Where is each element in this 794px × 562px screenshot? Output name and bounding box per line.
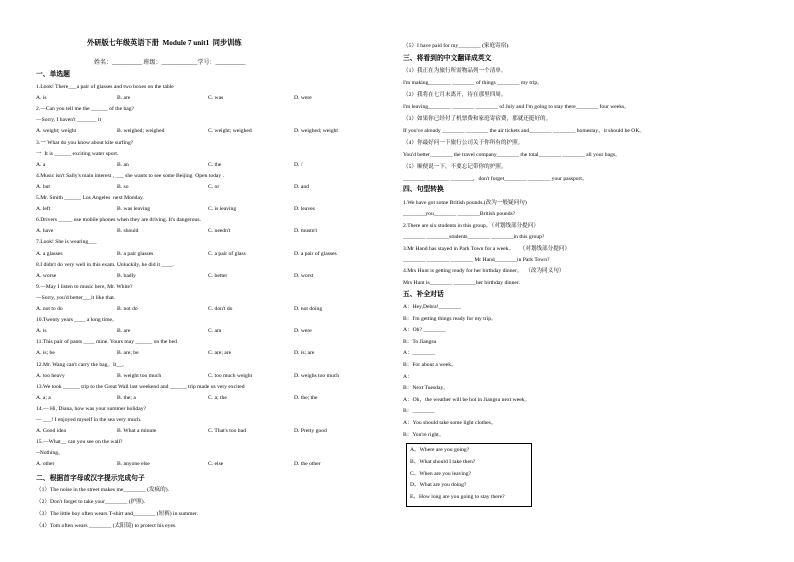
transform-line-6: ________ ________ ________ Mr Hand________in Park Town? (403, 257, 550, 263)
option-6-c[interactable]: C. needn't (208, 228, 231, 235)
dialogue-line-6: B：For about a week。 (403, 362, 457, 368)
box-option-c: C、When are you leaving? (410, 470, 472, 477)
option-14-d[interactable]: D. Pretty good (294, 428, 327, 435)
dialogue-line-11: A：You should take some light clothes。 (403, 420, 497, 426)
translation-3-chinese: （3）如果你已经付了机票费和家庭寄宿费，那就还挺好的。 (403, 116, 552, 122)
option-13-c[interactable]: C. a; the (208, 394, 227, 401)
section-5-heading: 五、补全对话 (403, 291, 444, 298)
dialogue-line-3: A：Oh? ________ (403, 327, 446, 334)
option-12-d[interactable]: D. weighs too much (294, 372, 340, 379)
translation-5-chinese: （5）顺便说一下，不要忘记带你的护照。 (403, 164, 507, 170)
option-11-a[interactable]: A. is; be (36, 350, 55, 357)
question-14-text: 14.— Hi, Diana, how was your summer holiday? (36, 405, 146, 412)
option-15-b[interactable]: B. anyone else (117, 461, 150, 468)
translation-2-chinese: （2）我将在七月末离开，待在那里四周。 (403, 92, 507, 98)
option-3-b[interactable]: B. an (117, 161, 129, 168)
option-4-b[interactable]: B. so (117, 183, 129, 190)
question-2-text: 2.—Can you tell me the ______ of the bag? (36, 106, 135, 113)
transform-line-2: ________you________ ________British pounds? (403, 211, 516, 218)
option-1-d[interactable]: D. were (294, 95, 312, 102)
question-9-text: 9.—May I listen to music here, Mr. White? (36, 283, 133, 290)
transform-line-5: 3.Mr Hand has stayed in Park Town for a week。 （对划线部分提问） (403, 245, 570, 252)
option-13-d[interactable]: D. the; the (294, 394, 318, 401)
translation-1-chinese: （1）我正在为旅行所需物品列一个清单。 (403, 68, 507, 74)
option-14-a[interactable]: A. Good idea (36, 428, 66, 435)
question-4-text: 4.Music isn't Sally's main interest , ___ she wants to see some Beijing Open today . (36, 172, 224, 179)
box-option-d: D、What are you doing? (410, 482, 467, 489)
translation-4-english: You'd better________ the travel company________ the total________ ________ all your bags。 (403, 152, 621, 158)
option-7-b[interactable]: B. a pair glasses (117, 250, 154, 257)
option-8-a[interactable]: A. worse (36, 272, 57, 279)
dialogue-line-10: B：________ (403, 408, 435, 415)
option-6-a[interactable]: A. have (36, 228, 54, 235)
option-10-c[interactable]: C. am (208, 328, 222, 335)
option-14-c[interactable]: C. That's too bad (208, 428, 246, 435)
option-5-b[interactable]: B. was leaving (117, 206, 151, 213)
transform-line-8: Mrs Hunt is________ ________her birthday dinner. (403, 279, 520, 286)
option-9-d[interactable]: D. not doing (294, 306, 323, 312)
option-12-c[interactable]: C. too much weight (208, 372, 253, 379)
option-8-d[interactable]: D. worst (294, 272, 314, 279)
option-7-d[interactable]: D. a pair of glasses (294, 250, 337, 257)
question-3-subline: 一 It is ______ exciting water sport. (36, 150, 119, 157)
option-6-b[interactable]: B. should (117, 228, 139, 235)
dialogue-line-1: A：Hey,Debra!________ (403, 304, 461, 310)
option-15-a[interactable]: A. other (36, 461, 55, 468)
option-9-c[interactable]: C. don't do (208, 306, 233, 312)
question-8-text: 8.I didn't do very well in this exam. Unluckily, he did it ____. (36, 261, 174, 268)
option-11-d[interactable]: D. is; are (294, 350, 315, 357)
dialogue-line-8: B：Next Tuesday。 (403, 385, 449, 392)
option-1-a[interactable]: A. is (36, 95, 47, 102)
option-5-d[interactable]: D. leaves (294, 206, 315, 213)
option-2-d[interactable]: D. weighed; weight (294, 128, 338, 135)
option-4-a[interactable]: A. but (36, 183, 50, 190)
translation-5-english: ________ ________ ________，don't forget________ ________ your passport。 (403, 176, 588, 182)
option-15-c[interactable]: C. else (208, 461, 224, 468)
worksheet-title: 外研版七年级英语下册 Module 7 unit1 同步训练 (87, 39, 242, 47)
transform-line-7: 4.Mrs Hunt is getting ready for her birthday dinner。 （改为同义句） (403, 268, 565, 275)
section-4-heading: 四、句型转换 (403, 186, 444, 193)
box-option-e: E、How long are you going to stay there? (410, 494, 505, 501)
options-box (406, 443, 532, 507)
option-13-b[interactable]: B. the; a (117, 394, 136, 401)
option-12-a[interactable]: A. too heavy (36, 372, 65, 379)
fill-item-4: （4）Tom often wears ________ (太阳镜) to protect his eyes. (36, 523, 177, 530)
transform-line-4: ________ ________students________ ________in this group? (403, 234, 545, 241)
option-5-a[interactable]: A. left (36, 206, 51, 213)
option-2-c[interactable]: C. weight; weighed (208, 128, 252, 135)
fill-item-5: （5）I have paid for my________ (家庭寄宿). (403, 43, 510, 49)
option-2-b[interactable]: B. weighed; weighed (117, 128, 165, 135)
fill-item-2: （2）Don't forget to take your________ (护照). (36, 498, 146, 505)
option-7-a[interactable]: A. a glasses (36, 250, 63, 257)
question-10-text: 10.Twenty years ____ a long time。 (36, 317, 118, 324)
fill-item-3: （3）The little boy often wears T-shirt and________ (短裤) in summer. (36, 510, 198, 517)
question-15-text: 15.—What__ can you see on the wall? (36, 439, 123, 446)
option-2-a[interactable]: A. weight; weight (36, 128, 77, 135)
section-2-heading: 二、根据首字母或汉字提示完成句子 (36, 474, 145, 482)
question-7-text: 7.Look! She is wearing___ (36, 239, 97, 246)
dialogue-line-9: A：Oh，the weather will be hot in Jiangsu next week。 (403, 396, 531, 403)
option-11-c[interactable]: C. are; are (208, 350, 232, 357)
question-3-text: 3.一 What do you know about kite surfing? (36, 139, 134, 146)
dialogue-line-12: B：You're right。 (403, 431, 445, 438)
section-3-heading: 三、将看到的中文翻译成英文 (403, 55, 492, 62)
option-4-d[interactable]: D. and (294, 183, 309, 190)
option-1-b[interactable]: B. are (117, 95, 131, 102)
box-option-b: B、What should I take then? (410, 458, 476, 465)
option-3-a[interactable]: A. a (36, 161, 46, 168)
box-option-a: A、Where are you going? (410, 447, 470, 453)
option-7-c[interactable]: C. a pair of glass (208, 250, 246, 257)
question-1-text: 1.Look! There___a pair of glasses and two boxes on the table (36, 84, 174, 90)
option-13-a[interactable]: A. a; a (36, 394, 51, 401)
dialogue-line-4: B：To Jiangsu (403, 338, 437, 345)
question-14-subline: — ___! I enjoyed myself in the sea very much. (36, 417, 142, 423)
section-1-heading: 一、单选题 (36, 71, 70, 78)
option-6-d[interactable]: D. mustn't (294, 228, 318, 235)
question-6-text: 6.Drivers _____ use mobile phones when they are driving. It's dangerous. (36, 217, 201, 224)
question-12-text: 12.Mr. Wang can't carry the bag。It__。 (36, 361, 128, 368)
translation-2-english: I'm leaving________ ________ ________ of July and I'm going to stay there________ four weeks。 (403, 104, 630, 110)
option-4-c[interactable]: C. or (208, 183, 220, 190)
option-5-c[interactable]: C. is leaving (208, 206, 237, 213)
fill-item-1: （1）The noise in the street makes me________ (发疯的). (36, 486, 169, 493)
student-info-line: 姓名：__________ 班级：____________学号：__________ (94, 60, 246, 66)
question-2-subline: —Sorry, I haven't _______ it (36, 117, 102, 124)
option-14-b[interactable]: B. What a minute (117, 428, 157, 435)
option-1-c[interactable]: C. was (208, 95, 224, 102)
option-8-c[interactable]: C. better (208, 272, 228, 279)
option-12-b[interactable]: B. weight too much (117, 372, 162, 379)
option-10-b[interactable]: B. are (117, 328, 131, 335)
dialogue-line-2: B：I'm getting things ready for my trip。 (403, 315, 497, 322)
dialogue-line-5: A：________ (403, 350, 436, 357)
translation-4-chinese: （4）你最好问一下旅行公司关于你所有的护照。 (403, 140, 524, 146)
option-15-d[interactable]: D. the other (294, 461, 321, 468)
option-8-b[interactable]: B. badly (117, 272, 136, 279)
translation-3-english: If you've already ________ ________ the air tickets and________ ________ homestay，it should be OK。 (403, 128, 645, 134)
question-13-text: 13.We took ______ trip to the Great Wall last weekend and ______ trip made us very excited (36, 383, 245, 390)
option-11-b[interactable]: B. are; be (117, 350, 139, 357)
option-3-d[interactable]: D. / (294, 161, 303, 168)
question-15-subline: --Nothing。 (36, 450, 64, 457)
option-10-d[interactable]: D. were (294, 328, 312, 335)
option-10-a[interactable]: A. is (36, 328, 47, 335)
translation-1-english: I'm making________ ________ of things ________ my trip。 (403, 80, 543, 86)
transform-line-1: 1.We have got some British pounds.(改为一般疑问句) (403, 200, 527, 206)
dialogue-line-7: A： (403, 373, 413, 380)
question-11-text: 11.This pair of pants ____ mine. Yours may ______ on the bed (36, 339, 177, 346)
question-5-text: 5.Mr. Smith ______ Los Angeles next Monday. (36, 195, 144, 201)
question-9-subline: —Sorry, you'd better___it like that. (36, 294, 116, 301)
option-9-b[interactable]: B. not do (117, 306, 138, 312)
transform-line-3: 2.There are six students in this group。（对划线部分提问） (403, 222, 539, 229)
option-3-c[interactable]: C. the (208, 161, 222, 168)
option-9-a[interactable]: A. not to do (36, 306, 63, 312)
